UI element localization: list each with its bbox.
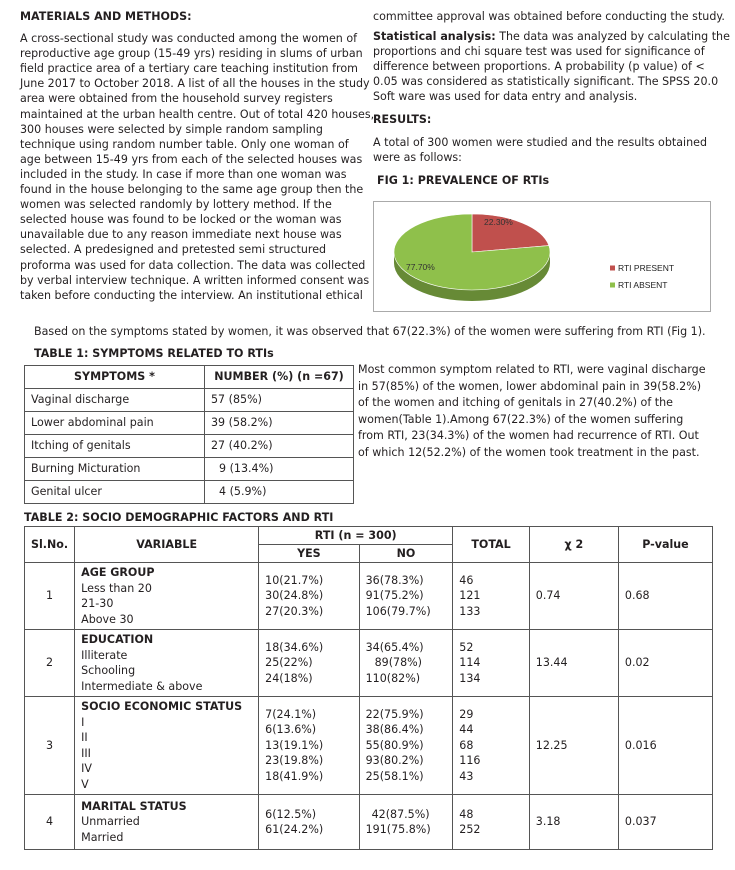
table1-description <box>358 362 710 461</box>
table2 <box>24 526 713 850</box>
yes-value: 27(20.3%) <box>265 604 324 618</box>
group-title: EDUCATION <box>81 633 154 646</box>
methods-line: selected house was found to be locked or the woman was <box>20 213 342 227</box>
description-line: women(Table 1).Among 67(22.3%) of the women suffering <box>358 412 684 426</box>
description-line: of which 12(52.2%) of the women took treatment in the past. <box>358 445 700 459</box>
category-label: III <box>81 746 91 760</box>
table1-cell-symptom: Vaginal discharge <box>25 389 205 412</box>
figure-caption: FIG 1: PREVALENCE OF RTIs <box>377 173 550 187</box>
stat-line: The data was analyzed by calculating the <box>495 30 730 44</box>
no-value: 89(78%) <box>374 656 423 670</box>
methods-line: 300 houses were selected by simple random sampling <box>20 122 323 136</box>
yes-value: 10(21.7%) <box>265 573 324 587</box>
table1-cell-number: 57 (85%) <box>205 389 354 412</box>
no-value: 22(75.9%) <box>365 707 424 721</box>
methods-line: taken before conducting the interview. An institutional ethical <box>20 288 363 302</box>
results-line: were as follows: <box>373 150 462 164</box>
table2-header-variable: VARIABLE <box>75 527 259 563</box>
category-label: Married <box>81 830 124 844</box>
table2-cell-variable <box>75 795 259 850</box>
table2-cell-yes <box>259 630 359 697</box>
table1-cell-symptom: Lower abdominal pain <box>25 412 205 435</box>
table2-header-rti: RTI (n = 300) <box>259 527 453 545</box>
total-value: 68 <box>459 738 474 752</box>
table1-cell-number: 9 (13.4%) <box>205 458 354 481</box>
table-row <box>25 435 354 458</box>
no-value: 91(75.2%) <box>365 589 424 603</box>
no-value: 106(79.7%) <box>365 604 431 618</box>
no-value: 55(80.9%) <box>365 738 424 752</box>
table2-cell-chi: 0.74 <box>529 563 618 630</box>
table2-cell-chi: 12.25 <box>529 697 618 795</box>
yes-value: 30(24.8%) <box>265 589 324 603</box>
pie-data-label: 22.30% <box>484 217 513 227</box>
category-label: Schooling <box>81 664 136 677</box>
pie-chart <box>374 202 710 311</box>
table2-cell-chi: 13.44 <box>529 630 618 697</box>
category-label: Intermediate & above <box>81 679 203 693</box>
ethics-continuation: committee approval was obtained before conducting the study. <box>373 10 725 23</box>
total-value: 252 <box>459 823 481 836</box>
methods-line: included in the study. In case if more than one woman was <box>20 167 347 181</box>
table-row <box>25 458 354 481</box>
table2-header-no: NO <box>359 545 453 563</box>
methods-line: maintained at the urban health centre. Out of total 420 houses, <box>20 107 375 121</box>
total-value: 43 <box>459 769 474 783</box>
description-line: from RTI, 23(34.3%) of the women had recurrence of RTI. Out <box>358 429 699 442</box>
left-column <box>20 9 375 303</box>
methods-line: proforma was used for data collection. The data was collected <box>20 258 366 272</box>
table2-cell-p: 0.68 <box>618 563 712 630</box>
table-row <box>25 563 713 630</box>
total-value: 116 <box>459 754 481 768</box>
no-value: 36(78.3%) <box>365 573 424 587</box>
total-value: 134 <box>459 671 481 685</box>
table2-cell-no <box>359 563 453 630</box>
results-heading: RESULTS: <box>373 112 432 126</box>
category-label: IV <box>81 762 93 775</box>
table2-caption: TABLE 2: SOCIO DEMOGRAPHIC FACTORS AND RTI <box>24 511 334 524</box>
total-value: 44 <box>459 723 474 737</box>
legend-swatch <box>610 266 615 271</box>
table-row <box>25 481 354 504</box>
no-value: 110(82%) <box>365 671 421 685</box>
methods-line: age between 15-49 yrs from each of the selected houses was <box>20 152 363 166</box>
table1-cell-number: 4 (5.9%) <box>205 481 354 504</box>
table-row <box>25 630 713 697</box>
description-line: of the women and itching of genitals in 27(40.2%) of the <box>358 396 673 409</box>
yes-value: 61(24.2%) <box>265 823 324 836</box>
table1-cell-symptom: Genital ulcer <box>25 481 205 504</box>
table-row <box>25 412 354 435</box>
legend-label: RTI ABSENT <box>618 280 668 290</box>
methods-heading: MATERIALS AND METHODS: <box>20 10 192 23</box>
legend-swatch <box>610 283 615 288</box>
table1-header-row <box>25 366 354 389</box>
table2-header-row <box>25 527 713 545</box>
table1-cell-number: 39 (58.2%) <box>205 412 354 435</box>
methods-line: area were obtained from the household survey registers <box>20 92 333 106</box>
category-label: 21-30 <box>81 597 114 610</box>
stat-first-line <box>373 29 730 44</box>
table2-cell-total <box>453 795 530 850</box>
category-label: Less than 20 <box>81 581 152 595</box>
total-value: 114 <box>459 656 481 670</box>
methods-line: June 2017 to October 2018. A list of all the houses in the study <box>20 77 370 91</box>
methods-line: women was selected randomly by lottery method. If the <box>20 198 332 212</box>
table2-cell-p: 0.016 <box>618 697 712 795</box>
table2-cell-slno: 3 <box>25 697 75 795</box>
stat-line: proportions and chi square test was used for significance of <box>373 45 705 59</box>
table2-cell-p: 0.02 <box>618 630 712 697</box>
table2-cell-total <box>453 563 530 630</box>
table2-cell-yes <box>259 563 359 630</box>
legend-label: RTI PRESENT <box>618 263 675 273</box>
methods-line: selected. A predesigned and pretested semi structured <box>20 243 327 257</box>
table2-cell-yes <box>259 795 359 850</box>
description-line: Most common symptom related to RTI, were vaginal discharge <box>358 363 706 376</box>
stat-line: Soft ware was used for data entry and analysis. <box>373 90 638 104</box>
methods-line: unavailable due to any reason immediate next house was <box>20 228 342 242</box>
table2-header-total: TOTAL <box>453 527 530 563</box>
table2-cell-chi: 3.18 <box>529 795 618 850</box>
no-value: 34(65.4%) <box>365 640 424 654</box>
table2-cell-slno: 2 <box>25 630 75 697</box>
stat-line: 0.05 was considered as statistically significant. The SPSS 20.0 <box>373 75 719 89</box>
pie-data-label: 77.70% <box>406 262 435 272</box>
category-label: II <box>81 731 88 744</box>
category-label: Unmarried <box>81 815 140 829</box>
stat-label: Statistical analysis: <box>373 30 496 44</box>
group-title: AGE GROUP <box>81 566 155 579</box>
yes-value: 25(22%) <box>265 656 313 670</box>
table2-cell-slno: 4 <box>25 795 75 850</box>
total-value: 52 <box>459 640 474 654</box>
description-line: in 57(85%) of the women, lower abdominal pain in 39(58.2%) <box>358 379 702 393</box>
yes-value: 7(24.1%) <box>265 707 317 721</box>
category-label: Illiterate <box>81 648 128 662</box>
results-line: A total of 300 women were studied and the results obtained <box>373 135 708 149</box>
table2-cell-slno: 1 <box>25 563 75 630</box>
category-label: V <box>81 777 89 791</box>
total-value: 48 <box>459 807 474 821</box>
yes-value: 18(34.6%) <box>265 640 324 654</box>
table1 <box>24 365 354 504</box>
table2-cell-no <box>359 630 453 697</box>
summary-line: Based on the symptoms stated by women, it was observed that 67(22.3%) of the women were suffering from RTI (Fig 1). <box>34 325 706 338</box>
yes-value: 24(18%) <box>265 671 313 685</box>
methods-paragraph <box>20 31 375 303</box>
table2-cell-total <box>453 630 530 697</box>
table2-cell-yes <box>259 697 359 795</box>
table2-header-slno: Sl.No. <box>25 527 75 563</box>
table1-caption: TABLE 1: SYMPTOMS RELATED TO RTIs <box>34 347 274 360</box>
methods-line: A cross-sectional study was conducted among the women of <box>20 32 358 46</box>
table2-cell-no <box>359 697 453 795</box>
right-column <box>373 9 730 188</box>
no-value: 42(87.5%) <box>371 807 430 821</box>
table2-header-p: P-value <box>618 527 712 563</box>
no-value: 93(80.2%) <box>365 754 424 768</box>
table1-cell-symptom: Burning Micturation <box>25 458 205 481</box>
table2-cell-variable <box>75 563 259 630</box>
total-value: 133 <box>459 604 481 618</box>
table2-cell-no <box>359 795 453 850</box>
methods-line: found in the house belonging to the same age group then the <box>20 183 364 197</box>
stat-line: difference between proportions. A probability (p value) of < <box>373 60 705 74</box>
figure-box <box>373 201 711 312</box>
category-label: I <box>81 715 85 729</box>
table1-header-number: NUMBER (%) (n =67) <box>205 366 354 389</box>
methods-line: by verbal interview technique. A written informed consent was <box>20 273 370 287</box>
total-value: 29 <box>459 707 474 721</box>
group-title: SOCIO ECONOMIC STATUS <box>81 700 243 713</box>
yes-value: 18(41.9%) <box>265 769 324 783</box>
methods-line: technique using random number table. Only one woman of <box>20 137 349 151</box>
table2-header-chi: χ 2 <box>529 527 618 563</box>
methods-line: reproductive age group (15-49 yrs) residing in slums of urban <box>20 47 363 61</box>
yes-value: 6(13.6%) <box>265 723 317 737</box>
table-row <box>25 389 354 412</box>
table-row <box>25 697 713 795</box>
yes-value: 6(12.5%) <box>265 807 317 821</box>
table-row <box>25 795 713 850</box>
table2-cell-p: 0.037 <box>618 795 712 850</box>
yes-value: 13(19.1%) <box>265 738 324 752</box>
total-value: 46 <box>459 573 474 587</box>
table2-cell-variable <box>75 697 259 795</box>
no-value: 191(75.8%) <box>365 823 431 836</box>
yes-value: 23(19.8%) <box>265 754 324 768</box>
table1-cell-symptom: Itching of genitals <box>25 435 205 458</box>
table1-cell-number: 27 (40.2%) <box>205 435 354 458</box>
total-value: 121 <box>459 589 481 603</box>
group-title: MARITAL STATUS <box>81 799 187 813</box>
no-value: 38(86.4%) <box>365 723 424 737</box>
table2-cell-variable <box>75 630 259 697</box>
table1-header-symptoms: SYMPTOMS * <box>25 366 205 389</box>
table2-cell-total <box>453 697 530 795</box>
no-value: 25(58.1%) <box>365 769 424 783</box>
category-label: Above 30 <box>81 612 134 626</box>
methods-line: field practice area of a tertiary care teaching institution from <box>20 62 358 76</box>
table2-header-yes: YES <box>259 545 359 563</box>
